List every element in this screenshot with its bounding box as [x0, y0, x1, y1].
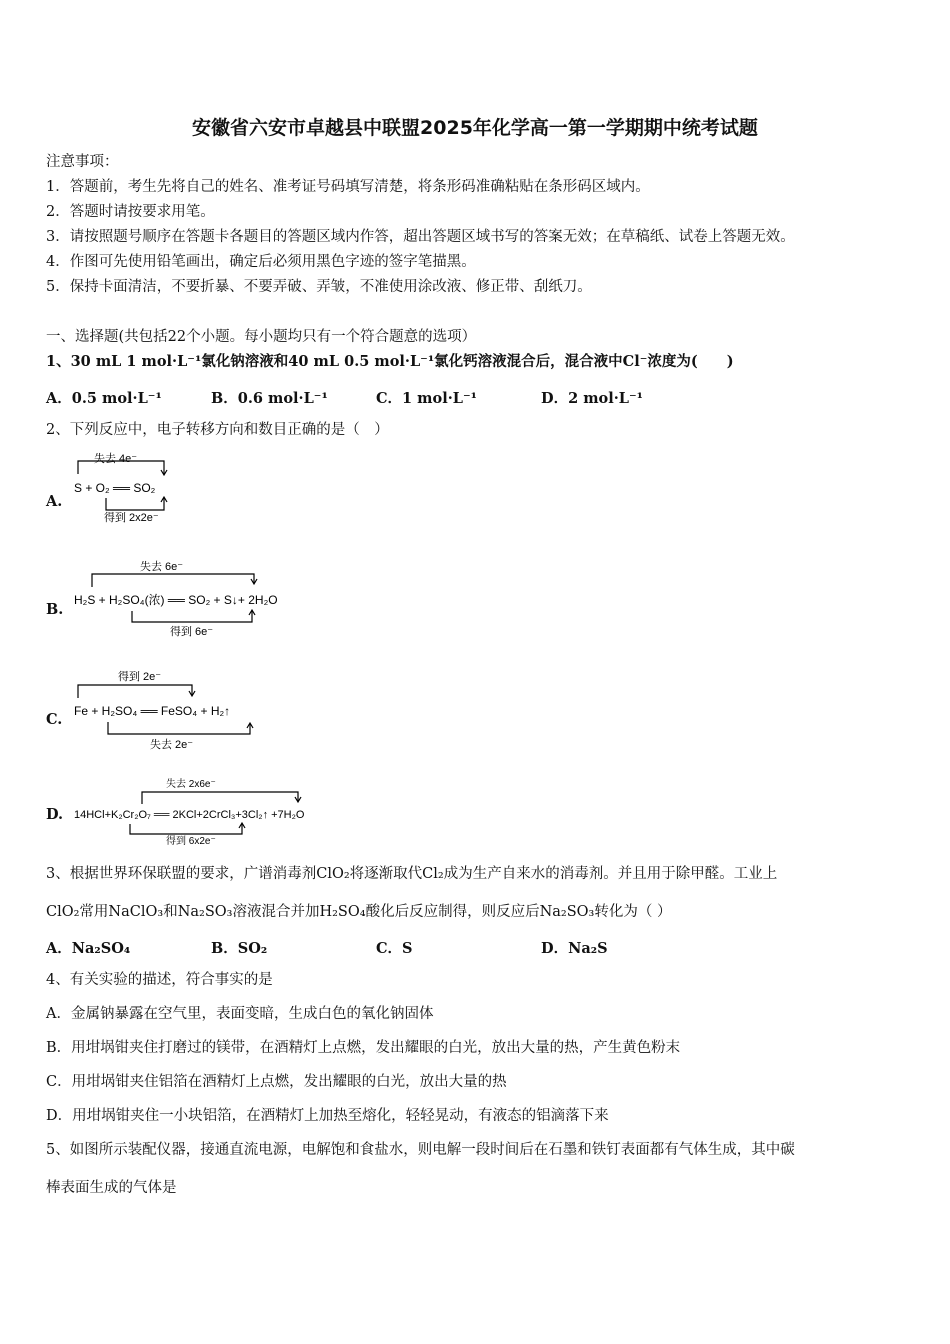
q2-diagram-b	[72, 555, 322, 640]
q2-diagram-a	[72, 450, 192, 525]
q1-option-d: D．2 mol·L⁻¹	[541, 390, 643, 407]
question-1-stem: 1、30 mL 1 mol·L⁻¹氯化钠溶液和40 mL 0.5 mol·L⁻¹氯化钙溶液混合后，混合液中Cl⁻浓度为( )	[46, 353, 734, 370]
q2-label-a: A.	[46, 493, 63, 510]
q4-option-b: B．用坩埚钳夹住打磨过的镁带，在酒精灯上点燃，发出耀眼的白光，放出大量的热，产生黄色粉末	[46, 1040, 681, 1056]
q4-option-c: C．用坩埚钳夹住铝箔在酒精灯上点燃，发出耀眼的白光，放出大量的热	[46, 1074, 507, 1090]
notice-heading: 注意事项：	[46, 154, 119, 170]
q2-a-eq: S + O₂ ══ SO₂	[74, 481, 156, 495]
q2-c-eq: Fe + H₂SO₄ ══ FeSO₄ + H₂↑	[74, 704, 231, 718]
question-3-stem: 3、根据世界环保联盟的要求，广谱消毒剂ClO₂将逐渐取代Cl₂成为生产自来水的消毒剂。并且用于除甲醛。工业上	[46, 866, 778, 882]
q3-option-d: D．Na₂S	[541, 940, 608, 957]
q4-option-a: A．金属钠暴露在空气里，表面变暗，生成白色的氧化钠固体	[46, 1006, 434, 1022]
q2-c-bottom: 失去 2e⁻	[150, 739, 194, 751]
notice-item: 2．答题时请按要求用笔。	[46, 204, 215, 220]
q4-option-d: D．用坩埚钳夹住一小块铝箔，在酒精灯上加热至熔化，轻轻晃动，有液态的铝滴落下来	[46, 1108, 609, 1124]
q1-option-c: C．1 mol·L⁻¹	[376, 390, 477, 407]
q2-b-top: 失去 6e⁻	[140, 561, 184, 573]
q2-diagram-c	[72, 668, 282, 753]
q2-label-c: C.	[46, 711, 63, 728]
q1-option-b: B．0.6 mol·L⁻¹	[211, 390, 328, 407]
q2-diagram-d	[72, 774, 362, 846]
q1-option-a: A．0.5 mol·L⁻¹	[46, 390, 162, 407]
q2-a-top: 失去 4e⁻	[94, 453, 138, 465]
q2-b-eq: H₂S + H₂SO₄(浓) ══ SO₂ + S↓+ 2H₂O	[74, 593, 278, 607]
q3-option-b: B．SO₂	[211, 940, 268, 957]
q2-label-b: B.	[46, 601, 64, 618]
question-2-stem: 2、下列反应中，电子转移方向和数目正确的是（ ）	[46, 422, 389, 438]
section-heading: 一、选择题(共包括22个小题。每小题均只有一个符合题意的选项）	[46, 329, 477, 345]
question-5-stem: 5、如图所示装配仪器，接通直流电源，电解饱和食盐水，则电解一段时间后在石墨和铁钉表面都有气体生成，其中碳	[46, 1142, 795, 1158]
q2-a-bottom: 得到 2x2e⁻	[104, 512, 159, 524]
question-5-stem-cont: 棒表面生成的气体是	[46, 1180, 177, 1196]
exam-title: 安徽省六安市卓越县中联盟2025年化学高一第一学期期中统考试题	[192, 117, 758, 139]
question-4-stem: 4、有关实验的描述，符合事实的是	[46, 972, 273, 988]
q2-d-bottom: 得到 6x2e⁻	[166, 836, 216, 846]
q2-d-top: 失去 2x6e⁻	[166, 779, 216, 790]
question-3-stem-cont: ClO₂常用NaClO₃和Na₂SO₃溶液混合并加H₂SO₄酸化后反应制得，则反应后Na₂SO₃转化为（ ）	[46, 904, 672, 920]
notice-item: 3．请按照题号顺序在答题卡各题目的答题区域内作答，超出答题区域书写的答案无效；在草稿纸、试卷上答题无效。	[46, 229, 795, 245]
q2-d-eq: 14HCl+K₂Cr₂O₇ ══ 2KCl+2CrCl₃+3Cl₂↑ +7H₂O	[74, 809, 305, 821]
q3-option-c: C．S	[376, 940, 413, 957]
notice-item: 5．保持卡面清洁，不要折暴、不要弄破、弄皱，不准使用涂改液、修正带、刮纸刀。	[46, 279, 592, 295]
q3-option-a: A．Na₂SO₄	[46, 940, 131, 957]
q2-b-bottom: 得到 6e⁻	[170, 626, 214, 638]
notice-item: 4．作图可先使用铅笔画出，确定后必须用黑色字迹的签字笔描黑。	[46, 254, 476, 270]
q2-c-top: 得到 2e⁻	[118, 671, 162, 683]
q2-label-d: D.	[46, 806, 64, 823]
notice-item: 1．答题前，考生先将自己的姓名、准考证号码填写清楚，将条形码准确粘贴在条形码区域内。	[46, 179, 650, 195]
